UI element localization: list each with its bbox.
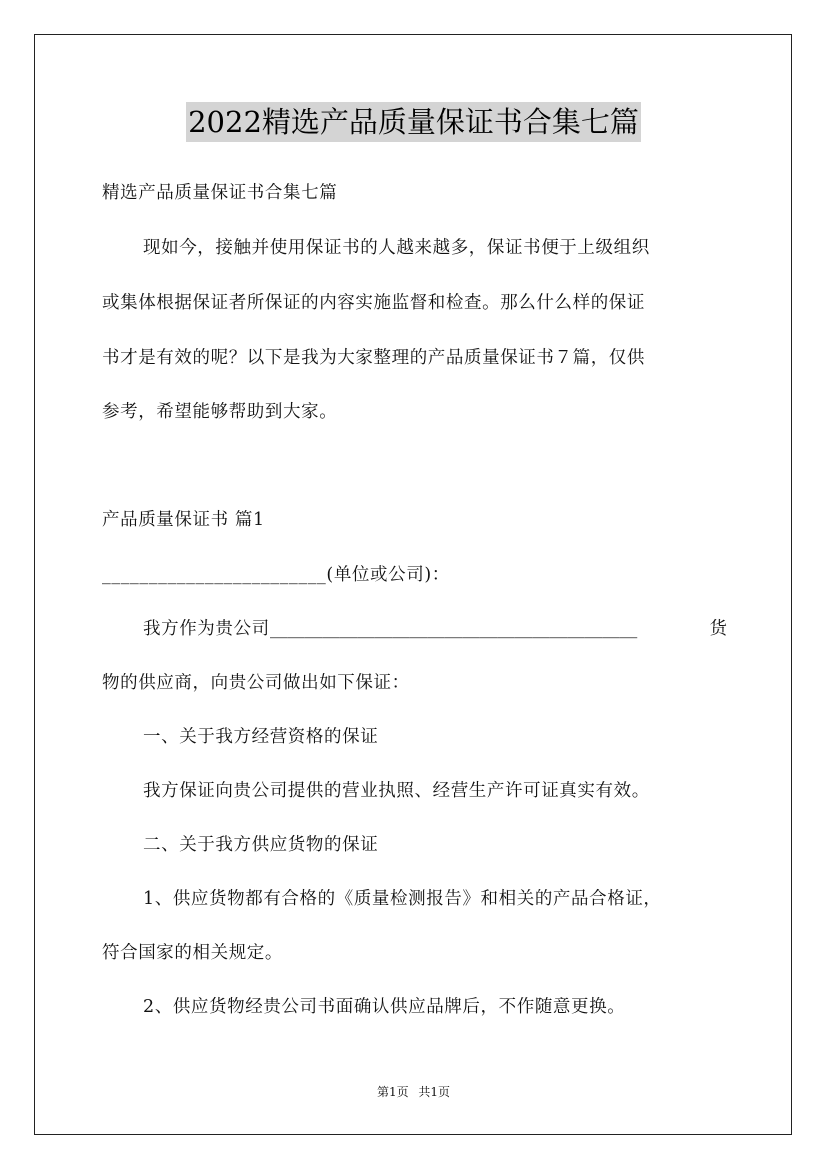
document-subtitle: 精选产品质量保证书合集七篇 (102, 183, 338, 203)
body-line-1 (143, 617, 727, 641)
document-title: 2022精选产品质量保证书合集七篇 (186, 102, 641, 142)
item-2-1-line-2: 符合国家的相关规定。 (102, 943, 283, 963)
page-total: 共1页 (418, 1085, 451, 1099)
page-number: 第1页 (376, 1085, 409, 1099)
body-line-1-prefix: 我方作为贵公司 (143, 619, 270, 639)
intro-line-2: 或集体根据保证者所保证的内容实施监督和检查。那么什么样的保证 (102, 293, 645, 313)
body-line-1-blank: __________________________________________ (269, 619, 638, 639)
item-2-heading: 二、关于我方供应货物的保证 (143, 835, 379, 855)
addressee-line: ________________________(单位或公司)： (102, 565, 450, 585)
title-container (0, 102, 827, 142)
intro-line-3: 书才是有效的呢？以下是我为大家整理的产品质量保证书７篇，仅供 (102, 348, 645, 368)
intro-line-4: 参考，希望能够帮助到大家。 (102, 402, 338, 422)
body-line-1-suffix: 货 (709, 619, 727, 639)
item-2-1-line-1: 1、供应货物都有合格的《质量检测报告》和相关的产品合格证， (143, 889, 662, 909)
item-2-2: 2、供应货物经贵公司书面确认供应品牌后，不作随意更换。 (143, 997, 626, 1017)
section-heading: 产品质量保证书 篇1 (102, 510, 265, 530)
item-1-text: 我方保证向贵公司提供的营业执照、经营生产许可证真实有效。 (143, 781, 650, 801)
item-1-heading: 一、关于我方经营资格的保证 (143, 727, 379, 747)
intro-line-1: 现如今，接触并使用保证书的人越来越多，保证书便于上级组织 (143, 238, 650, 258)
body-line-2: 物的供应商，向贵公司做出如下保证： (102, 673, 410, 693)
page-footer (0, 1084, 827, 1100)
